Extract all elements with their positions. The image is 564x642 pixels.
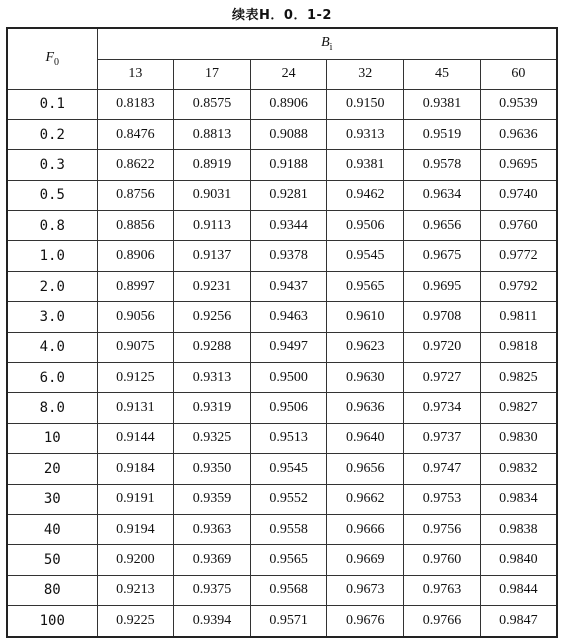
value-cell: 0.9188 — [250, 150, 327, 180]
table-row — [7, 150, 557, 180]
value-cell: 0.8856 — [97, 211, 174, 241]
value-cell: 0.9827 — [480, 393, 557, 423]
value-cell: 0.9662 — [327, 484, 404, 514]
value-cell: 0.9225 — [97, 606, 174, 637]
value-cell: 0.9623 — [327, 332, 404, 362]
f0-cell: 0.5 — [7, 180, 97, 210]
table-row — [7, 302, 557, 332]
value-cell: 0.9213 — [97, 575, 174, 605]
value-cell: 0.9830 — [480, 423, 557, 453]
value-cell: 0.9288 — [174, 332, 251, 362]
table-row — [7, 119, 557, 149]
f0-cell: 4.0 — [7, 332, 97, 362]
value-cell: 0.9137 — [174, 241, 251, 271]
value-cell: 0.8997 — [97, 271, 174, 301]
value-cell: 0.9634 — [404, 180, 481, 210]
value-cell: 0.9571 — [250, 606, 327, 637]
table-row — [7, 454, 557, 484]
value-cell: 0.9194 — [97, 514, 174, 544]
f0-cell: 50 — [7, 545, 97, 575]
value-cell: 0.9811 — [480, 302, 557, 332]
value-cell: 0.8756 — [97, 180, 174, 210]
f0-cell: 8.0 — [7, 393, 97, 423]
value-cell: 0.8183 — [97, 89, 174, 119]
value-cell: 0.9256 — [174, 302, 251, 332]
f0-cell: 20 — [7, 454, 97, 484]
value-cell: 0.9753 — [404, 484, 481, 514]
value-cell: 0.9131 — [97, 393, 174, 423]
f0-cell: 80 — [7, 575, 97, 605]
value-cell: 0.9760 — [480, 211, 557, 241]
table-row — [7, 332, 557, 362]
table-row — [7, 211, 557, 241]
value-cell: 0.8813 — [174, 119, 251, 149]
value-cell: 0.9695 — [480, 150, 557, 180]
value-cell: 0.9558 — [250, 514, 327, 544]
value-cell: 0.9772 — [480, 241, 557, 271]
value-cell: 0.9462 — [327, 180, 404, 210]
f0-cell: 100 — [7, 606, 97, 637]
value-cell: 0.9144 — [97, 423, 174, 453]
value-cell: 0.9552 — [250, 484, 327, 514]
f0-cell: 30 — [7, 484, 97, 514]
value-cell: 0.9825 — [480, 363, 557, 393]
value-cell: 0.9676 — [327, 606, 404, 637]
value-cell: 0.9838 — [480, 514, 557, 544]
column-header: 60 — [480, 59, 557, 89]
value-cell: 0.9656 — [327, 454, 404, 484]
table-row — [7, 89, 557, 119]
value-cell: 0.9394 — [174, 606, 251, 637]
value-cell: 0.9666 — [327, 514, 404, 544]
value-cell: 0.9313 — [174, 363, 251, 393]
value-cell: 0.9497 — [250, 332, 327, 362]
value-cell: 0.9640 — [327, 423, 404, 453]
value-cell: 0.8906 — [250, 89, 327, 119]
value-cell: 0.9840 — [480, 545, 557, 575]
value-cell: 0.9378 — [250, 241, 327, 271]
value-cell: 0.9545 — [250, 454, 327, 484]
f0-cell: 0.2 — [7, 119, 97, 149]
column-header: 17 — [174, 59, 251, 89]
value-cell: 0.9669 — [327, 545, 404, 575]
f0-cell: 6.0 — [7, 363, 97, 393]
value-cell: 0.9500 — [250, 363, 327, 393]
value-cell: 0.9636 — [327, 393, 404, 423]
value-cell: 0.9231 — [174, 271, 251, 301]
value-cell: 0.9747 — [404, 454, 481, 484]
value-cell: 0.9375 — [174, 575, 251, 605]
value-cell: 0.9125 — [97, 363, 174, 393]
value-cell: 0.9760 — [404, 545, 481, 575]
value-cell: 0.9325 — [174, 423, 251, 453]
value-cell: 0.9565 — [250, 545, 327, 575]
value-cell: 0.9381 — [327, 150, 404, 180]
value-cell: 0.8919 — [174, 150, 251, 180]
value-cell: 0.9088 — [250, 119, 327, 149]
value-cell: 0.9191 — [97, 484, 174, 514]
value-cell: 0.9834 — [480, 484, 557, 514]
value-cell: 0.9319 — [174, 393, 251, 423]
table-caption: 续表H．0．1-2 — [232, 8, 332, 23]
value-cell: 0.9708 — [404, 302, 481, 332]
value-cell: 0.9695 — [404, 271, 481, 301]
f0-cell: 0.1 — [7, 89, 97, 119]
value-cell: 0.9737 — [404, 423, 481, 453]
f0-cell: 1.0 — [7, 241, 97, 271]
value-cell: 0.9847 — [480, 606, 557, 637]
value-cell: 0.9565 — [327, 271, 404, 301]
value-cell: 0.9150 — [327, 89, 404, 119]
table-body — [7, 89, 557, 637]
value-cell: 0.9727 — [404, 363, 481, 393]
value-cell: 0.9437 — [250, 271, 327, 301]
value-cell: 0.9031 — [174, 180, 251, 210]
table-row — [7, 423, 557, 453]
value-cell: 0.9184 — [97, 454, 174, 484]
data-table — [6, 27, 558, 638]
value-cell: 0.9818 — [480, 332, 557, 362]
value-cell: 0.9766 — [404, 606, 481, 637]
f0-cell: 0.8 — [7, 211, 97, 241]
value-cell: 0.9381 — [404, 89, 481, 119]
f0-cell: 2.0 — [7, 271, 97, 301]
value-cell: 0.9363 — [174, 514, 251, 544]
value-cell: 0.9545 — [327, 241, 404, 271]
table-row — [7, 180, 557, 210]
column-header: 24 — [250, 59, 327, 89]
value-cell: 0.9740 — [480, 180, 557, 210]
table-row — [7, 271, 557, 301]
value-cell: 0.9463 — [250, 302, 327, 332]
value-cell: 0.9578 — [404, 150, 481, 180]
f0-cell: 10 — [7, 423, 97, 453]
value-cell: 0.9568 — [250, 575, 327, 605]
f0-cell: 40 — [7, 514, 97, 544]
value-cell: 0.9506 — [250, 393, 327, 423]
header-row-top — [7, 28, 557, 59]
value-cell: 0.9519 — [404, 119, 481, 149]
f0-header: $F_0$ — [7, 28, 97, 89]
value-cell: 0.9539 — [480, 89, 557, 119]
value-cell: 0.9720 — [404, 332, 481, 362]
value-cell: 0.9792 — [480, 271, 557, 301]
value-cell: 0.9075 — [97, 332, 174, 362]
column-header: 45 — [404, 59, 481, 89]
value-cell: 0.9200 — [97, 545, 174, 575]
bi-header: $B_i$ — [97, 28, 557, 59]
table-row — [7, 241, 557, 271]
value-cell: 0.9056 — [97, 302, 174, 332]
value-cell: 0.9281 — [250, 180, 327, 210]
value-cell: 0.9350 — [174, 454, 251, 484]
value-cell: 0.9756 — [404, 514, 481, 544]
value-cell: 0.9513 — [250, 423, 327, 453]
table-row — [7, 514, 557, 544]
value-cell: 0.9844 — [480, 575, 557, 605]
f0-cell: 0.3 — [7, 150, 97, 180]
value-cell: 0.9832 — [480, 454, 557, 484]
value-cell: 0.8622 — [97, 150, 174, 180]
value-cell: 0.8906 — [97, 241, 174, 271]
table-row — [7, 363, 557, 393]
value-cell: 0.9359 — [174, 484, 251, 514]
column-header: 32 — [327, 59, 404, 89]
table-row — [7, 484, 557, 514]
value-cell: 0.9506 — [327, 211, 404, 241]
value-cell: 0.9656 — [404, 211, 481, 241]
value-cell: 0.9734 — [404, 393, 481, 423]
table-row — [7, 545, 557, 575]
f0-cell: 3.0 — [7, 302, 97, 332]
table-row — [7, 606, 557, 637]
value-cell: 0.9610 — [327, 302, 404, 332]
value-cell: 0.9763 — [404, 575, 481, 605]
table-row — [7, 393, 557, 423]
column-header: 13 — [97, 59, 174, 89]
value-cell: 0.9673 — [327, 575, 404, 605]
table-row — [7, 575, 557, 605]
value-cell: 0.8476 — [97, 119, 174, 149]
value-cell: 0.9313 — [327, 119, 404, 149]
value-cell: 0.9344 — [250, 211, 327, 241]
value-cell: 0.9630 — [327, 363, 404, 393]
value-cell: 0.8575 — [174, 89, 251, 119]
value-cell: 0.9675 — [404, 241, 481, 271]
value-cell: 0.9113 — [174, 211, 251, 241]
value-cell: 0.9369 — [174, 545, 251, 575]
value-cell: 0.9636 — [480, 119, 557, 149]
